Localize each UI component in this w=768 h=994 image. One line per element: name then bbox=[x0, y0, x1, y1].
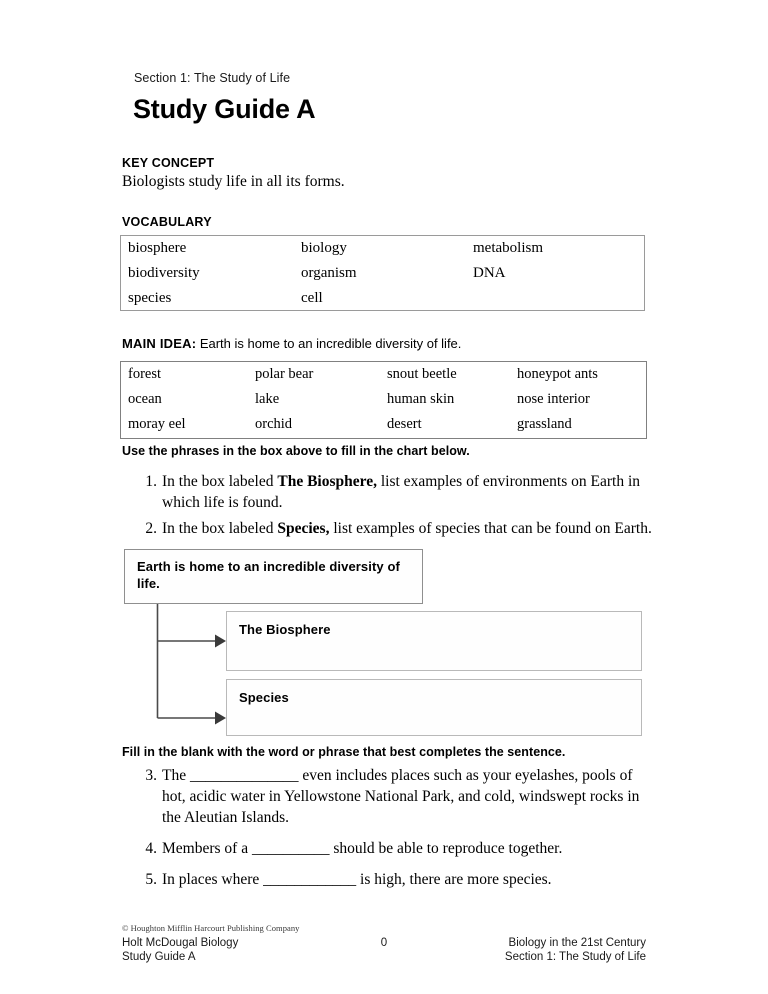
vocabulary-row bbox=[121, 240, 644, 265]
phrase-item: lake bbox=[255, 391, 280, 407]
blanks-instruction: Fill in the blank with the word or phrase that best completes the sentence. bbox=[122, 745, 566, 759]
list-item-number: 4. bbox=[145, 840, 157, 857]
flowchart-top-box bbox=[124, 549, 423, 604]
section-label: Section 1: The Study of Life bbox=[134, 71, 291, 85]
phrase-item: forest bbox=[128, 366, 162, 382]
list-item-number: 1. bbox=[145, 473, 157, 490]
phrase-item: desert bbox=[387, 416, 422, 432]
list-item-text bbox=[162, 471, 651, 513]
vocabulary-term: biology bbox=[301, 240, 347, 256]
phrase-item: ocean bbox=[128, 391, 162, 407]
key-concept-text: Biologists study life in all its forms. bbox=[122, 173, 345, 190]
phrase-item: honeypot ants bbox=[517, 366, 598, 382]
main-idea-text: Earth is home to an incredible diversity of life. bbox=[196, 336, 462, 351]
footer-right bbox=[505, 936, 646, 964]
phrase-item: moray eel bbox=[128, 416, 186, 432]
question-post: should be able to reproduce together. bbox=[329, 840, 563, 857]
vocabulary-term: cell bbox=[301, 290, 323, 306]
vocabulary-term: organism bbox=[301, 265, 357, 281]
question-pre: Members of a bbox=[162, 840, 252, 857]
copyright-line: © Houghton Mifflin Harcourt Publishing Company bbox=[122, 923, 300, 933]
footer-left-line2: Study Guide A bbox=[122, 951, 196, 963]
question-post: list examples of species that can be found on Earth. bbox=[329, 520, 652, 537]
list-item bbox=[131, 838, 651, 859]
list-item bbox=[131, 765, 656, 828]
vocabulary-term: DNA bbox=[473, 265, 506, 281]
question-pre: In the box labeled bbox=[162, 473, 278, 490]
list-item bbox=[131, 471, 651, 513]
vocabulary-heading: VOCABULARY bbox=[122, 215, 212, 229]
question-post: list examples of environments on Earth in which life is found. bbox=[162, 473, 640, 511]
phrase-item: snout beetle bbox=[387, 366, 457, 382]
vocabulary-row bbox=[121, 290, 644, 315]
page-title: Study Guide A bbox=[133, 94, 316, 124]
phrase-item: grassland bbox=[517, 416, 572, 432]
vocabulary-row bbox=[121, 265, 644, 290]
question-emphasis: Species, bbox=[277, 520, 330, 537]
phrase-row bbox=[121, 416, 646, 442]
answer-blank[interactable]: ______________ bbox=[189, 767, 299, 784]
vocabulary-box bbox=[120, 235, 645, 311]
footer-right-line2: Section 1: The Study of Life bbox=[504, 951, 646, 963]
list-item-text bbox=[162, 869, 651, 890]
footer-right-line1: Biology in the 21st Century bbox=[508, 937, 646, 949]
phrase-row bbox=[121, 366, 646, 392]
flowchart-box-biosphere[interactable] bbox=[226, 611, 642, 671]
flowchart-box-species[interactable] bbox=[226, 679, 642, 736]
vocabulary-term: biosphere bbox=[128, 240, 187, 256]
phrase-item: nose interior bbox=[517, 391, 590, 407]
question-post: is high, there are more species. bbox=[356, 871, 552, 888]
flowchart-top-label: Earth is home to an incredible diversity of life. bbox=[137, 559, 400, 591]
key-concept-heading: KEY CONCEPT bbox=[122, 156, 215, 170]
question-post: even includes places such as your eyelashes, pools of hot, acidic water in Yellowstone National Park, and cold, windswept rocks in the Aleutian Islands. bbox=[162, 767, 640, 826]
vocabulary-term: biodiversity bbox=[128, 265, 200, 281]
question-pre: The bbox=[162, 767, 190, 784]
flowchart-box-species-label: Species bbox=[239, 690, 289, 705]
answer-blank[interactable]: ____________ bbox=[263, 871, 357, 888]
question-emphasis: The Biosphere, bbox=[277, 473, 377, 490]
phrase-bank-box bbox=[120, 361, 647, 439]
list-item-text bbox=[162, 518, 661, 539]
phrase-item: polar bear bbox=[255, 366, 314, 382]
question-pre: In places where bbox=[162, 871, 264, 888]
list-item-number: 3. bbox=[145, 767, 157, 784]
question-pre: In the box labeled bbox=[162, 520, 278, 537]
footer-page-number: 0 bbox=[380, 937, 388, 949]
footer-left-line1: Holt McDougal Biology bbox=[122, 937, 239, 949]
list-item-text bbox=[162, 765, 656, 828]
main-idea-label: MAIN IDEA: bbox=[122, 336, 197, 351]
chart-instruction: Use the phrases in the box above to fill in the chart below. bbox=[122, 444, 470, 458]
list-item-text bbox=[162, 838, 651, 859]
vocabulary-term: species bbox=[128, 290, 172, 306]
list-item-number: 5. bbox=[145, 871, 157, 888]
phrase-item: human skin bbox=[387, 391, 455, 407]
list-item bbox=[131, 518, 661, 539]
answer-blank[interactable]: __________ bbox=[251, 840, 330, 857]
list-item-number: 2. bbox=[145, 520, 157, 537]
vocabulary-term: metabolism bbox=[473, 240, 543, 256]
flowchart-box-biosphere-label: The Biosphere bbox=[239, 622, 331, 637]
list-item bbox=[131, 869, 651, 890]
phrase-item: orchid bbox=[255, 416, 293, 432]
phrase-row bbox=[121, 391, 646, 417]
main-idea-line bbox=[122, 336, 461, 351]
